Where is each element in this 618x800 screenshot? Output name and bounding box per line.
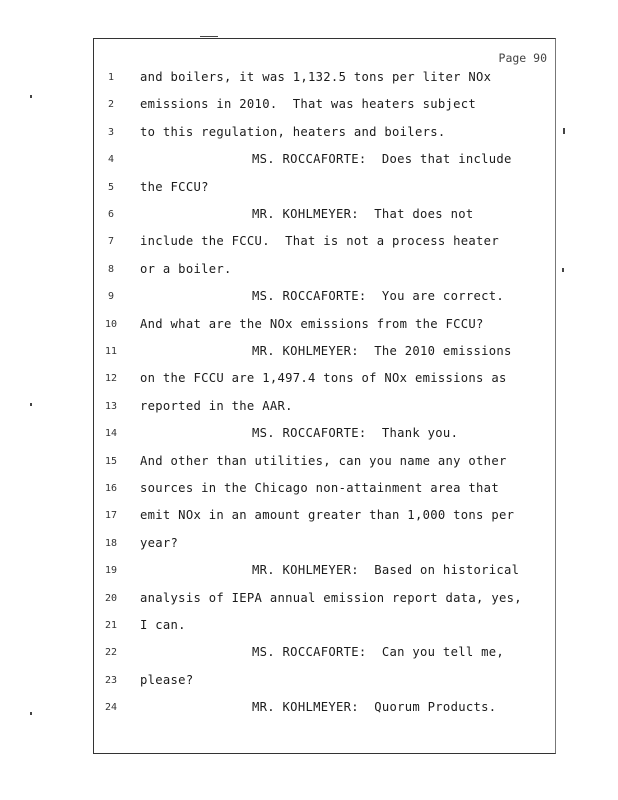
scan-mark bbox=[30, 712, 32, 715]
transcript-line bbox=[94, 700, 557, 720]
line-number: 6 bbox=[107, 209, 115, 220]
transcript-line bbox=[94, 645, 557, 665]
transcript-line bbox=[94, 317, 557, 337]
line-text: MS. ROCCAFORTE: Thank you. bbox=[252, 426, 459, 441]
transcript-line bbox=[94, 70, 557, 90]
scan-mark bbox=[30, 95, 32, 98]
line-number: 11 bbox=[104, 346, 118, 357]
line-number: 8 bbox=[107, 263, 115, 275]
transcript-line bbox=[94, 234, 557, 254]
line-text: emit NOx in an amount greater than 1,000 tons per bbox=[140, 508, 515, 523]
line-number: 10 bbox=[104, 318, 118, 330]
line-number: 12 bbox=[104, 373, 118, 385]
transcript-line bbox=[94, 508, 557, 528]
transcript-line bbox=[94, 563, 557, 583]
transcript-line bbox=[94, 207, 557, 227]
line-number: 22 bbox=[104, 647, 118, 659]
line-number: 13 bbox=[104, 400, 118, 412]
transcript-line bbox=[94, 344, 557, 364]
line-text: emissions in 2010. That was heaters subject bbox=[140, 97, 477, 112]
line-text: to this regulation, heaters and boilers. bbox=[140, 124, 446, 139]
transcript-line bbox=[94, 152, 557, 172]
line-number: 9 bbox=[107, 291, 115, 303]
line-text: MR. KOHLMEYER: The 2010 emissions bbox=[252, 344, 512, 358]
line-text: reported in the AAR. bbox=[140, 398, 293, 413]
page-label: Page 90 bbox=[498, 51, 547, 65]
transcript-line bbox=[94, 180, 557, 200]
line-text: or a boiler. bbox=[140, 261, 232, 276]
line-number: 17 bbox=[104, 510, 118, 522]
transcript-line bbox=[94, 289, 557, 309]
line-text: analysis of IEPA annual emission report data, yes, bbox=[140, 590, 522, 605]
line-text: MR. KOHLMEYER: Quorum Products. bbox=[252, 700, 497, 715]
line-number: 3 bbox=[107, 126, 115, 138]
line-text: and boilers, it was 1,132.5 tons per liter NOx bbox=[140, 70, 492, 84]
line-number: 19 bbox=[104, 565, 118, 577]
transcript-line bbox=[94, 399, 557, 419]
line-text: And other than utilities, can you name any other bbox=[140, 453, 507, 468]
line-number: 1 bbox=[107, 72, 115, 83]
line-text: MS. ROCCAFORTE: Can you tell me, bbox=[252, 645, 505, 660]
line-text: MS. ROCCAFORTE: You are correct. bbox=[252, 289, 505, 304]
line-number: 14 bbox=[104, 428, 118, 440]
line-number: 18 bbox=[104, 537, 118, 549]
line-text: I can. bbox=[140, 618, 186, 632]
line-number: 23 bbox=[104, 674, 118, 686]
line-text: MR. KOHLMEYER: Based on historical bbox=[252, 563, 520, 578]
line-number: 15 bbox=[104, 455, 118, 467]
line-text: And what are the NOx emissions from the FCCU? bbox=[140, 316, 484, 331]
transcript-line bbox=[94, 673, 557, 693]
line-text: MR. KOHLMEYER: That does not bbox=[252, 207, 474, 221]
line-number: 20 bbox=[104, 592, 118, 604]
line-text: year? bbox=[140, 535, 179, 550]
line-text: MS. ROCCAFORTE: Does that include bbox=[252, 152, 512, 167]
line-number: 7 bbox=[107, 236, 115, 248]
transcript-line bbox=[94, 262, 557, 282]
transcript-line bbox=[94, 481, 557, 501]
line-number: 5 bbox=[107, 181, 115, 193]
line-text: please? bbox=[140, 672, 194, 687]
scan-mark bbox=[200, 36, 218, 37]
scan-mark bbox=[30, 403, 32, 406]
line-number: 21 bbox=[104, 620, 118, 631]
line-text: sources in the Chicago non-attainment area that bbox=[140, 481, 499, 495]
transcript-line bbox=[94, 125, 557, 145]
line-text: the FCCU? bbox=[140, 179, 209, 194]
scan-mark bbox=[562, 268, 564, 272]
line-number: 2 bbox=[107, 99, 115, 111]
scan-mark bbox=[563, 128, 565, 134]
transcript-line bbox=[94, 97, 557, 117]
transcript-page bbox=[93, 38, 556, 754]
transcript-line bbox=[94, 591, 557, 611]
line-number: 4 bbox=[107, 154, 115, 166]
transcript-line bbox=[94, 536, 557, 556]
line-text: on the FCCU are 1,497.4 tons of NOx emissions as bbox=[140, 371, 507, 386]
line-number: 24 bbox=[104, 702, 118, 714]
transcript-line bbox=[94, 454, 557, 474]
transcript-line bbox=[94, 426, 557, 446]
transcript-line bbox=[94, 618, 557, 638]
line-text: include the FCCU. That is not a process heater bbox=[140, 234, 499, 249]
transcript-line bbox=[94, 371, 557, 391]
line-number: 16 bbox=[104, 483, 118, 494]
